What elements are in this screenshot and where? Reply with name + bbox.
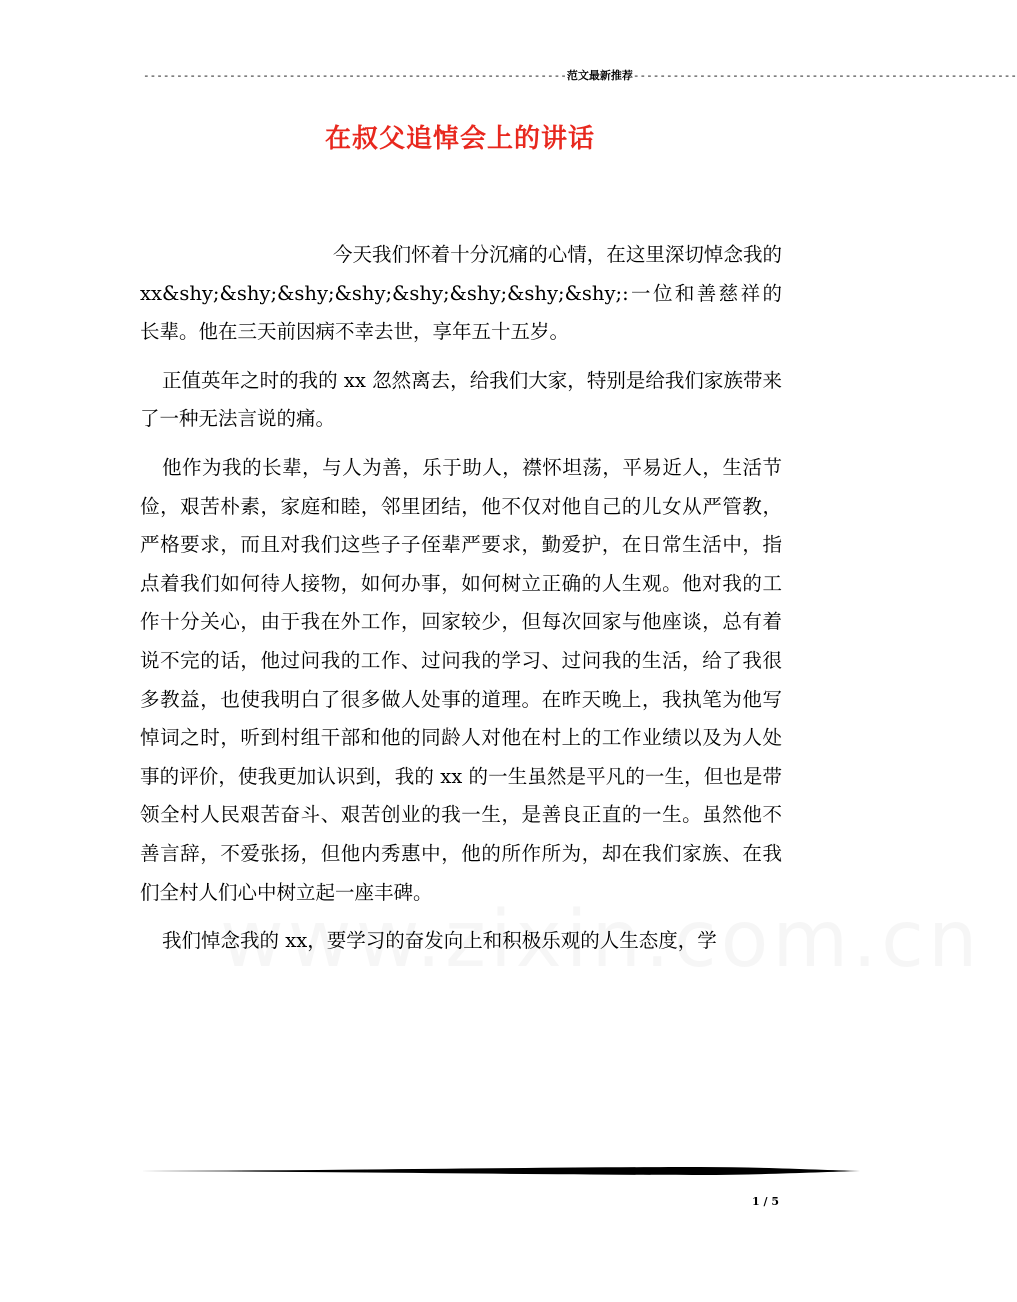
footer-divider <box>140 1162 860 1180</box>
header-label: 范文最新推荐 <box>566 69 633 82</box>
paragraph-1: 今天我们怀着十分沉痛的心情，在这里深切悼念我的 xx&shy;&shy;&shy;&shy;&shy;&shy;&shy;&shy;:一位和善慈祥的长辈。他在三天前因病不幸去世，享年五十五岁。 <box>140 243 782 344</box>
paragraph-2: 正值英年之时的我的 xx 忽然离去，给我们大家，特别是给我们家族带来了一种无法言说的痛。 <box>140 368 782 431</box>
header-rule <box>143 66 1017 86</box>
document-title: 在叔父追悼会上的讲话 <box>324 124 595 154</box>
document-body <box>140 236 782 971</box>
header-dashes-left: ---------------------------------------------------------------- <box>143 69 567 82</box>
paragraph-4: 我们悼念我的 xx，要学习的奋发向上和积极乐观的人生态度，学 <box>162 929 717 953</box>
page-number: 1 / 5 <box>752 1195 779 1208</box>
header-dashes-right: ---------------------------------------------------------- <box>632 69 1017 82</box>
paragraph-3: 他作为我的长辈，与人为善，乐于助人，襟怀坦荡，平易近人，生活节俭，艰苦朴素，家庭和睦，邻里团结，他不仅对他自己的儿女从严管教，严格要求，而且对我们这些子子侄辈严要求，勤爱护，在日常生活中，指点着我们如何待人接物，如何办事，如何树立正确的人生观。他对我的工作十分关心，由于我在外工作，回家较少，但每次回家与他座谈，总有着说不完的话，他过问我的工作、过问我的学习、过问我的生活，给了我很多教益，也使我明白了很多做人处事的道理。在昨天晚上，我执笔为他写悼词之时，听到村组干部和他的同龄人对他在村上的工作业绩以及为人处事的评价，使我更加认识到，我的 xx 的一生虽然是平凡的一生，但也是带领全村人民艰苦奋斗、艰苦创业的我一生，是善良正直的一生。虽然他不善言辞，不爱张扬，但他内秀惠中，他的所作所为，却在我们家族、在我们全村人们心中树立起一座丰碑。 <box>140 455 782 904</box>
